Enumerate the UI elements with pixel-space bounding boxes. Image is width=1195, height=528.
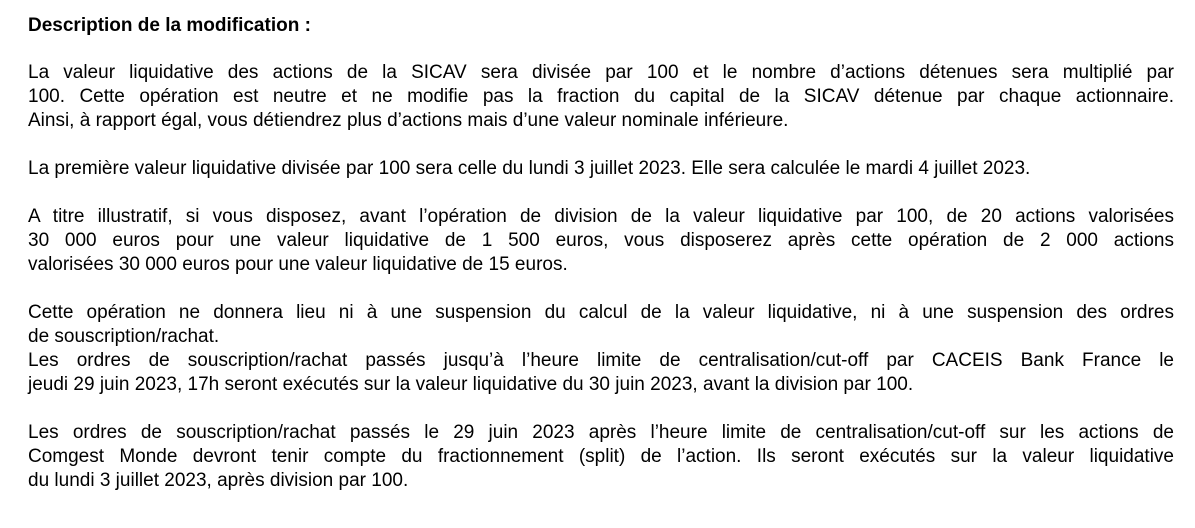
paragraph-line: jeudi 29 juin 2023, 17h seront exécutés sur la valeur liquidative du 30 juin 2023, avant la division par 100.: [28, 374, 914, 395]
paragraph-line: de souscription/rachat.: [28, 326, 220, 347]
paragraph-first-nav-date: [28, 157, 1174, 181]
paragraph-line: La première valeur liquidative divisée par 100 sera celle du lundi 3 juillet 2023. Elle sera calculée le mardi 4 juillet 2023.: [28, 158, 1031, 179]
paragraph-no-suspension: [28, 301, 1174, 349]
paragraph-illustration: [28, 205, 1174, 277]
paragraph-orders-before-cutoff: [28, 349, 1174, 397]
paragraph-split-description: [28, 61, 1174, 133]
paragraph-line: du lundi 3 juillet 2023, après division par 100.: [28, 470, 409, 491]
paragraph-line: 30 000 euros pour une valeur liquidative de 1 500 euros, vous disposerez après cette opération de 2 000 actions: [28, 230, 1174, 251]
paragraph-line: 100. Cette opération est neutre et ne modifie pas la fraction du capital de la SICAV détenue par chaque actionnaire.: [28, 86, 1174, 107]
section-heading: Description de la modification :: [28, 15, 311, 36]
paragraph-line: La valeur liquidative des actions de la SICAV sera divisée par 100 et le nombre d’actions détenues sera multiplié par: [28, 62, 1174, 83]
paragraph-line: Les ordres de souscription/rachat passés le 29 juin 2023 après l’heure limite de centralisation/cut-off sur les actions de: [28, 422, 1174, 443]
paragraph-line: Cette opération ne donnera lieu ni à une suspension du calcul de la valeur liquidative, ni à une suspension des ordres: [28, 302, 1174, 323]
paragraph-line: Les ordres de souscription/rachat passés jusqu’à l’heure limite de centralisation/cut-off par CACEIS Bank France le: [28, 350, 1174, 371]
paragraph-line: A titre illustratif, si vous disposez, avant l’opération de division de la valeur liquidative par 100, de 20 actions valorisées: [28, 206, 1174, 227]
paragraph-orders-after-cutoff: [28, 421, 1174, 493]
paragraph-line: Ainsi, à rapport égal, vous détiendrez plus d’actions mais d’une valeur nominale inférieure.: [28, 110, 789, 131]
paragraph-line: Comgest Monde devront tenir compte du fractionnement (split) de l’action. Ils seront exécutés sur la valeur liquidative: [28, 446, 1174, 467]
paragraph-line: valorisées 30 000 euros pour une valeur liquidative de 15 euros.: [28, 254, 568, 275]
